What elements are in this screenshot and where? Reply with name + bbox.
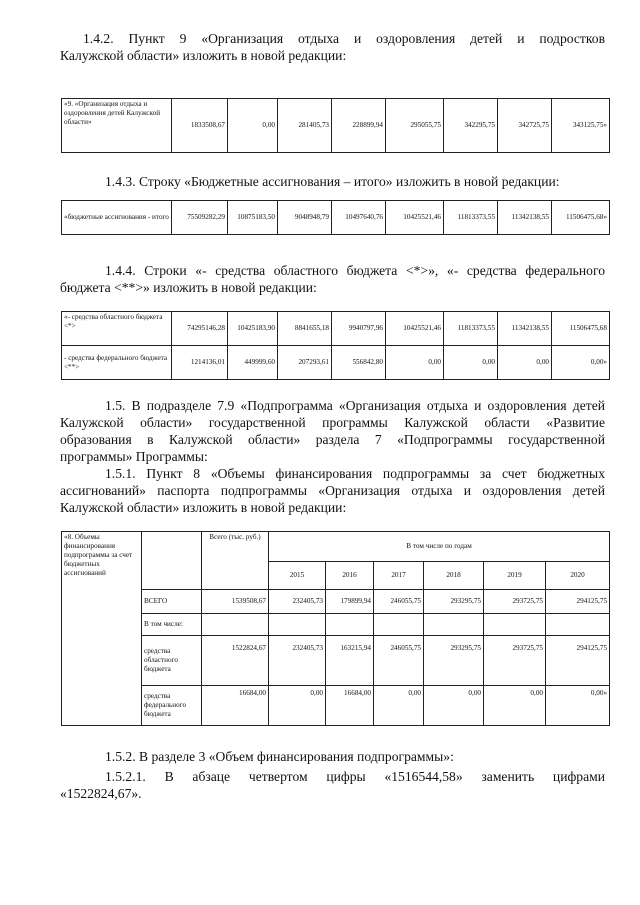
paragraph-1-5-2-1-line2: «1522824,67». xyxy=(60,786,142,801)
cell-total: 1214136,01 xyxy=(172,346,228,380)
cell-2015: 207293,61 xyxy=(278,346,332,380)
empty-cell xyxy=(326,614,374,636)
cell-total: 75509282,29 xyxy=(172,201,228,235)
cell-2016: 179899,94 xyxy=(326,590,374,614)
cell-2019: 0,00 xyxy=(498,346,552,380)
table-row xyxy=(62,346,610,380)
total-head: Всего (тыс. руб.) xyxy=(202,532,269,590)
table-row xyxy=(62,590,610,614)
table-row xyxy=(62,686,610,726)
paragraph-1-5-1-line1: 1.5.1. Пункт 8 «Объемы финансирования подпрограммы за счет бюджетных xyxy=(105,466,605,481)
year-2017: 2017 xyxy=(374,562,424,590)
empty-cell xyxy=(269,614,326,636)
year-2016: 2016 xyxy=(326,562,374,590)
cell-2019: 342725,75 xyxy=(498,99,552,153)
table-financing xyxy=(61,531,610,726)
cell-total: 1522824,67 xyxy=(202,636,269,686)
row-label: ВСЕГО xyxy=(142,590,202,614)
paragraph-1-5-2-1-line1: 1.5.2.1. В абзаце четвертом цифры «1516544,58» заменить цифрами xyxy=(105,769,605,784)
paragraph-1-5-1-line2: ассигнований» паспорта подпрограммы «Организация отдыха и оздоровления детей xyxy=(60,483,605,498)
cell-total: 16684,00 xyxy=(202,686,269,726)
cell-2019: 11342138,55 xyxy=(498,201,552,235)
cell-2014: 449999,60 xyxy=(228,346,278,380)
empty-cell xyxy=(484,614,546,636)
cell-2015: 281405,73 xyxy=(278,99,332,153)
cell-2015: 9048948,79 xyxy=(278,201,332,235)
table-item-9 xyxy=(61,98,610,153)
cell-2019: 0,00 xyxy=(484,686,546,726)
empty-cell xyxy=(546,614,610,636)
cell-2018: 293295,75 xyxy=(424,636,484,686)
empty-cell xyxy=(424,614,484,636)
cell-2016: 228899,94 xyxy=(332,99,386,153)
row-label: «9. «Организация отдыха и оздоровления детей Калужской области» xyxy=(62,99,172,153)
cell-2016: 163215,94 xyxy=(326,636,374,686)
cell-2018: 342295,75 xyxy=(444,99,498,153)
paragraph-1-5-line2: Калужской области» государственной программы Калужской области «Развитие xyxy=(60,415,605,430)
cell-2014: 0,00 xyxy=(228,99,278,153)
row-label: «- средства областного бюджета <*> xyxy=(62,312,172,346)
cell-2018: 0,00 xyxy=(444,346,498,380)
empty-cell xyxy=(374,614,424,636)
cell-2014: 10425183,90 xyxy=(228,312,278,346)
cell-2018: 293295,75 xyxy=(424,590,484,614)
table-row xyxy=(62,312,610,346)
cell-2015: 8841655,18 xyxy=(278,312,332,346)
paragraph-1-4-2-line1: 1.4.2. Пункт 9 «Организация отдыха и оздоровления детей и подростков xyxy=(83,31,605,46)
cell-2020: 343125,75» xyxy=(552,99,610,153)
cell-2020: 294125,75 xyxy=(546,590,610,614)
cell-2014: 10875183,50 xyxy=(228,201,278,235)
row-label: В том числе: xyxy=(142,614,202,636)
row-label: средства областного бюджета xyxy=(142,636,202,686)
cell-2020: 11506475,68» xyxy=(552,201,610,235)
cell-2016: 10497640,76 xyxy=(332,201,386,235)
paragraph-1-4-4-line1: 1.4.4. Строки «- средства областного бюджета <*>», «- средства федерального xyxy=(105,263,605,278)
year-2019: 2019 xyxy=(484,562,546,590)
cell-2019: 293725,75 xyxy=(484,636,546,686)
row-label: - средства федерального бюджета <**> xyxy=(62,346,172,380)
paragraph-1-5-line1: 1.5. В подразделе 7.9 «Подпрограмма «Организация отдыха и оздоровления детей xyxy=(105,398,605,413)
cell-2018: 11813373,55 xyxy=(444,201,498,235)
table-budget-total xyxy=(61,200,610,235)
paragraph-1-5-line3: образования в Калужской области» раздела 7 «Подпрограммы государственной xyxy=(60,432,605,447)
cell-2016: 9940797,96 xyxy=(332,312,386,346)
cell-2017: 10425521,46 xyxy=(386,312,444,346)
paragraph-1-5-2: 1.5.2. В разделе 3 «Объем финансирования подпрограммы»: xyxy=(105,749,454,764)
cell-2017: 246055,75 xyxy=(374,636,424,686)
financing-head-label: «8. Объемы финансирования подпрограммы за счет бюджетных ассигнований xyxy=(62,532,142,726)
year-2020: 2020 xyxy=(546,562,610,590)
cell-2017: 10425521,46 xyxy=(386,201,444,235)
paragraph-1-5-line4: программы» Программы: xyxy=(60,449,208,464)
paragraph-1-4-4-line2: бюджета <**>» изложить в новой редакции: xyxy=(60,280,317,295)
cell-2017: 246055,75 xyxy=(374,590,424,614)
cell-2017: 295055,75 xyxy=(386,99,444,153)
cell-total: 74295146,28 xyxy=(172,312,228,346)
paragraph-1-5-1-line3: Калужской области» изложить в новой редакции: xyxy=(60,500,347,515)
cell-2016: 16684,00 xyxy=(326,686,374,726)
cell-2018: 11813373,55 xyxy=(444,312,498,346)
cell-2020: 0,00» xyxy=(552,346,610,380)
cell-2019: 293725,75 xyxy=(484,590,546,614)
cell-2020: 294125,75 xyxy=(546,636,610,686)
years-head: В том числе по годам xyxy=(269,532,610,562)
paragraph-1-4-2-line2: Калужской области» изложить в новой редакции: xyxy=(60,48,347,63)
paragraph-1-4-3: 1.4.3. Строку «Бюджетные ассигнования – итого» изложить в новой редакции: xyxy=(105,174,560,189)
empty-cell xyxy=(142,532,202,590)
cell-2015: 232405,73 xyxy=(269,636,326,686)
cell-2018: 0,00 xyxy=(424,686,484,726)
table-row xyxy=(62,614,610,636)
cell-2015: 0,00 xyxy=(269,686,326,726)
cell-2020: 11506475,68 xyxy=(552,312,610,346)
cell-2020: 0,00» xyxy=(546,686,610,726)
cell-2019: 11342138,55 xyxy=(498,312,552,346)
cell-2017: 0,00 xyxy=(386,346,444,380)
cell-2015: 232405,73 xyxy=(269,590,326,614)
row-label: средства федерального бюджета xyxy=(142,686,202,726)
row-label: «бюджетные ассигнования - итого xyxy=(62,201,172,235)
cell-total: 1539508,67 xyxy=(202,590,269,614)
empty-cell xyxy=(202,614,269,636)
table-row xyxy=(62,636,610,686)
cell-2017: 0,00 xyxy=(374,686,424,726)
table-budget-sources xyxy=(61,311,610,380)
cell-total: 1833508,67 xyxy=(172,99,228,153)
year-2015: 2015 xyxy=(269,562,326,590)
cell-2016: 556842,80 xyxy=(332,346,386,380)
year-2018: 2018 xyxy=(424,562,484,590)
